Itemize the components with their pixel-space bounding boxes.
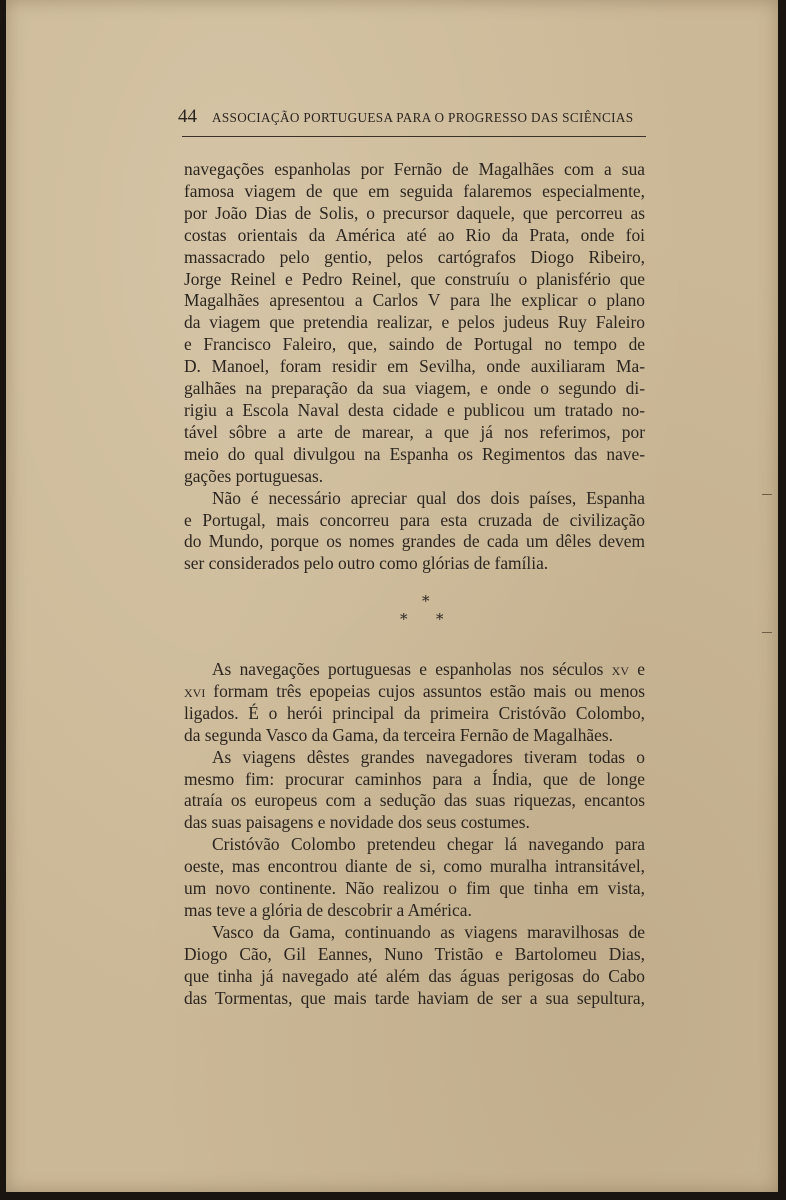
- text-line: tável sôbre a arte de marear, a que já nos referimos, por: [184, 421, 645, 442]
- text-line: gações portuguesas.: [184, 465, 324, 486]
- text-line: e Portugal, mais concorreu para esta cruzada de civilização: [184, 509, 645, 530]
- text-line: xvi formam três epopeias cujos assuntos estão mais ou menos: [184, 680, 645, 701]
- text-line: Magalhães apresentou a Carlos V para lhe explicar o plano: [184, 290, 645, 311]
- text-line: um novo continente. Não realizou o fim que tinha em vista,: [184, 878, 645, 899]
- text-line: da viagem que pretendia realizar, e pelos judeus Ruy Faleiro: [184, 312, 645, 333]
- asterism-separator: [394, 592, 454, 632]
- text-line: ligados. É o herói principal da primeira Cristóvão Colombo,: [184, 702, 645, 723]
- text-line: por João Dias de Solis, o precursor daquele, que percorreu as: [184, 202, 645, 223]
- text-line: atraía os europeus com a sedução das suas riquezas, encantos: [184, 790, 645, 811]
- text-line: famosa viagem de que em seguida falaremos especialmente,: [184, 180, 645, 201]
- text-line: mesmo fim: procurar caminhos para a Índia, que de longe: [184, 768, 645, 789]
- book-page: [6, 0, 778, 1192]
- text-line: meio do qual divulgou na Espanha os Regimentos das nave-: [184, 443, 645, 464]
- text-line: As navegações portuguesas e espanholas nos séculos xv e: [212, 659, 645, 679]
- text-line: Diogo Cão, Gil Eannes, Nuno Tristão e Bartolomeu Dias,: [184, 943, 645, 964]
- text-line: D. Manoel, foram residir em Sevilha, onde auxiliaram Ma-: [184, 356, 645, 377]
- asterism-star: *: [400, 610, 408, 628]
- text-line: galhães na preparação da sua viagem, e onde o segundo di-: [184, 378, 645, 399]
- text-line: que tinha já navegado até além das águas perigosas do Cabo: [184, 965, 645, 986]
- text-line: e Francisco Faleiro, que, saindo de Portugal no tempo de: [184, 334, 645, 355]
- text-line: As viagens dêstes grandes navegadores tiveram todas o: [212, 746, 645, 767]
- running-title: ASSOCIAÇÃO PORTUGUESA PARA O PROGRESSO DAS SCIÊNCIAS: [212, 110, 634, 125]
- text-line: ser considerados pelo outro como glórias de família.: [184, 553, 549, 574]
- text-line: rigiu a Escola Naval desta cidade e publicou um tratado no-: [184, 399, 645, 420]
- asterism-star: *: [422, 592, 430, 610]
- text-line: do Mundo, porque os nomes grandes de cada um dêles devem: [184, 531, 645, 552]
- text-block-bottom: [184, 659, 645, 1010]
- text-line: das Tormentas, que mais tarde haviam de ser a sua sepultura,: [184, 987, 645, 1008]
- text-line: Cristóvão Colombo pretendeu chegar lá navegando para: [212, 834, 645, 855]
- text-line: das suas paisagens e novidade dos seus costumes.: [184, 812, 530, 833]
- text-line: oeste, mas encontrou diante de si, como muralha intransitável,: [184, 856, 645, 877]
- page-edge-mark: [762, 632, 772, 633]
- text-line: navegações espanholas por Fernão de Magalhães com a sua: [184, 159, 645, 179]
- text-line: mas teve a glória de descobrir a América.: [184, 899, 472, 920]
- text-line: Vasco da Gama, continuando as viagens maravilhosas de: [212, 921, 645, 942]
- asterism-star: *: [436, 610, 444, 628]
- text-line: Jorge Reinel e Pedro Reinel, que construíu o planisfério que: [184, 268, 645, 289]
- header-rule: [182, 136, 646, 137]
- text-line: massacrado pelo gentio, pelos cartógrafos Diogo Ribeiro,: [184, 246, 645, 267]
- page-edge-mark: [762, 494, 772, 495]
- page-number: 44: [178, 106, 197, 127]
- page-header: [178, 104, 646, 134]
- text-block-top: [184, 159, 645, 575]
- text-line: da segunda Vasco da Gama, da terceira Fernão de Magalhães.: [184, 724, 613, 745]
- text-line: costas orientais da América até ao Rio da Prata, onde foi: [184, 224, 645, 245]
- text-line: Não é necessário apreciar qual dos dois países, Espanha: [212, 487, 645, 508]
